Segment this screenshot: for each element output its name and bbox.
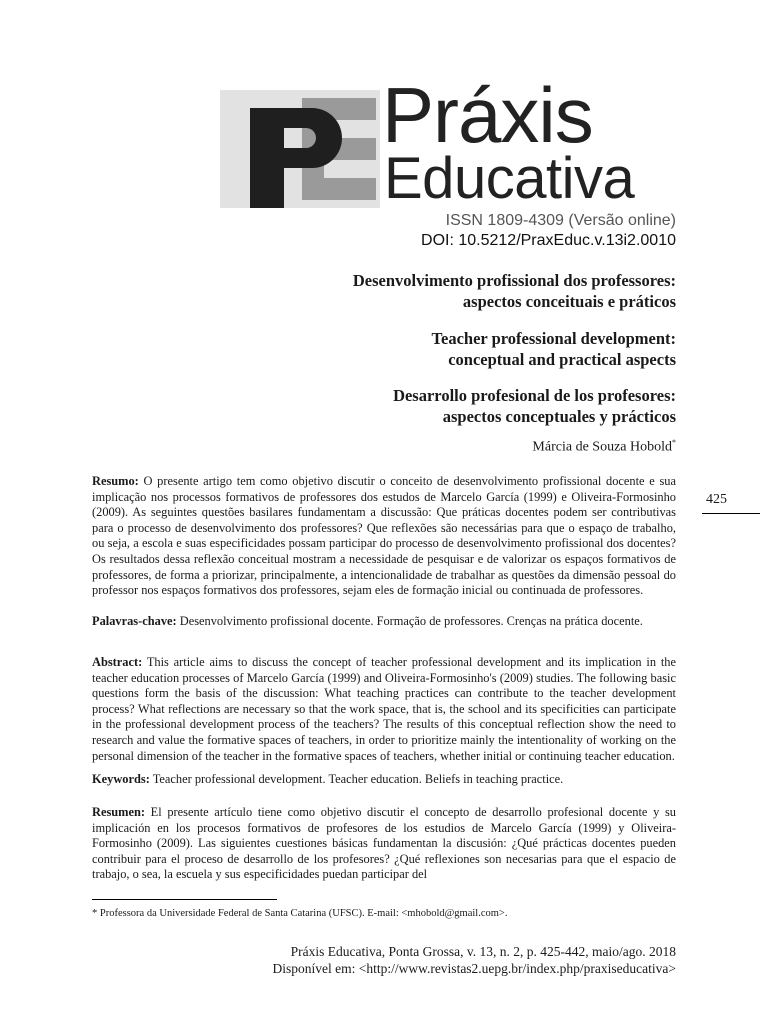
- logo-title-educativa: Educativa: [384, 146, 635, 211]
- resumen-paragraph: [92, 805, 676, 883]
- author-name: Márcia de Souza Hobold: [532, 439, 672, 455]
- journal-logo: [220, 71, 680, 211]
- issn: ISSN 1809-4309 (Versão online): [445, 212, 676, 229]
- pe-logo-mark: [220, 90, 380, 208]
- keywords-text: Teacher professional development. Teacher education. Beliefs in teaching practice.: [149, 772, 564, 786]
- footnote: * Professora da Universidade Federal de Santa Catarina (UFSC). E-mail: <mhobold@gmail.com>.: [92, 908, 508, 919]
- footer-citation: Práxis Educativa, Ponta Grossa, v. 13, n. 2, p. 425-442, maio/ago. 2018: [290, 944, 676, 959]
- author-footnote-mark: *: [672, 438, 676, 447]
- author: [532, 438, 676, 456]
- palavras-chave-text: Desenvolvimento profissional docente. Formação de professores. Crenças na prática docente.: [176, 614, 643, 628]
- abstract-paragraph: [92, 655, 676, 764]
- title-line: aspectos conceituais e práticos: [462, 292, 676, 311]
- keywords-paragraph: [92, 772, 676, 788]
- abstract-text: This article aims to discuss the concept of teacher professional development and its implication in the teacher education processes of Marcelo García (1999) and Oliveira-Formosinho's (2009) studies. The following basic questions form the basis of the discussion: What teaching practices can contribute to the teacher development process? What reflections are necessary so that the work space, that is, the school and its specificities can participate in the professional development process of the teachers? The results of this conceptual reflection show the need to research and value the formative spaces of teachers, in order to prioritize mainly the intentionality of working on the personal dimension of the teacher in the formative spaces of teachers, whether initial or continuing teacher education.: [92, 655, 676, 763]
- footer-url: Disponível em: <http://www.revistas2.uepg.br/index.php/praxiseducativa>: [272, 961, 676, 976]
- resumo-label: Resumo:: [92, 474, 139, 488]
- page-number-rule: [702, 513, 760, 514]
- title-line: conceptual and practical aspects: [448, 350, 676, 369]
- title-spanish: [393, 385, 676, 427]
- resumo-paragraph: [92, 474, 676, 599]
- title-line: Desarrollo profesional de los profesores:: [393, 386, 676, 405]
- resumen-label: Resumen:: [92, 805, 145, 819]
- title-line: Desenvolvimento profissional dos professores:: [352, 271, 676, 290]
- doi: DOI: 10.5212/PraxEduc.v.13i2.0010: [421, 232, 676, 249]
- palavras-chave-label: Palavras-chave:: [92, 614, 177, 628]
- keywords-label: Keywords:: [92, 772, 150, 786]
- footnote-rule: [92, 899, 277, 900]
- page-number: 425: [706, 492, 727, 507]
- resumen-text: El presente artículo tiene como objetivo discutir el concepto de desarrollo profesional docente y su implicación en los procesos formativos de profesores de los estudios de Marcelo García (1999) y Oliveira-Formosinho (2009). Las siguientes cuestiones básicas fundamentan la discusión: ¿Qué prácticas docentes pueden contribuir para el proceso de desarrollo de los profesores? ¿Qué reflexiones son necesarias para que el espacio de trabajo, o sea, la escuela y sus especificidades puedan participar del: [92, 805, 676, 882]
- title-portuguese: [353, 270, 676, 312]
- palavras-chave-paragraph: [92, 614, 676, 630]
- title-line: aspectos conceptuales y prácticos: [442, 407, 676, 426]
- title-english: [432, 328, 676, 370]
- resumo-text: O presente artigo tem como objetivo discutir o conceito de desenvolvimento profissional docente e sua implicação nos processos formativos de professores dos estudos de Marcelo García (1999) e Oliveira-Formosinho (2009). As seguintes questões basilares fundamentam a discussão: Que práticas docentes podem ser contributivas para o processo de desenvolvimento dos professores? Que reflexões são necessárias para que o espaço de trabalho, ou seja, a escola e suas especificidades possam participar do processo de desenvolvimento profissional dos docentes? Os resultados dessa reflexão conceitual mostram a necessidade de pesquisar e de valorizar os espaços formativos de professores, de forma a priorizar, principalmente, a intencionalidade de trabalhar as questões da dimensão pessoal do professor nos espaços formativos dos professores, sejam eles de formação inicial ou continuada de professores.: [92, 474, 676, 598]
- title-line: Teacher professional development:: [431, 329, 676, 348]
- logo-title-praxis: Práxis: [382, 71, 593, 159]
- abstract-label: Abstract:: [92, 655, 143, 669]
